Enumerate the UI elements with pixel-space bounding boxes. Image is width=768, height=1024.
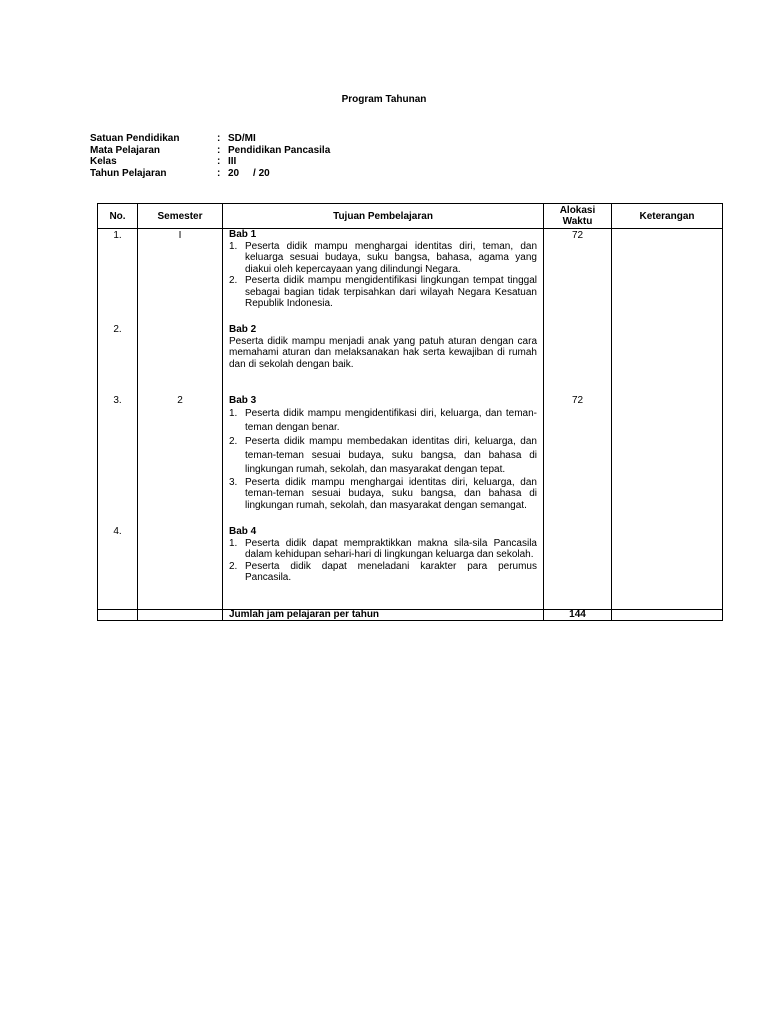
header-tujuan: Tujuan Pembelajaran	[223, 204, 544, 229]
header-no: No.	[98, 204, 138, 229]
bab-title: Bab 1	[229, 229, 257, 240]
bab-3	[229, 395, 537, 511]
table-header-row	[98, 204, 723, 229]
meta-value: Pendidikan Pancasila	[228, 144, 331, 156]
meta-label: Satuan Pendidikan	[90, 133, 180, 144]
meta-label: Mata Pelajaran	[90, 144, 161, 156]
meta-colon: :	[217, 156, 221, 167]
column-no	[98, 229, 138, 610]
column-tujuan	[223, 229, 544, 610]
list-item-text: Peserta didik dapat mempraktikkan makna sila-sila Pancasila dalam kehidupan sehari-hari di lingkungan keluarga dan sekolah.	[245, 537, 537, 560]
list-item-text: Peserta didik mampu menghargai identitas diri, teman, dan keluarga sesuai budaya, suku bangsa, bahasa, agama yang diakui oleh kepercayaan yang dilindungi Negara.	[245, 240, 537, 275]
column-keterangan	[612, 229, 723, 610]
meta-value: SD/MI	[228, 133, 256, 144]
bab-1	[229, 229, 537, 310]
list-item: 2. Peserta didik mampu mengidentifikasi lingkungan tempat tinggal sebagai bagian tidak terpisahkan dari wilayah Negara Kesatuan Republik Indonesia.	[229, 275, 537, 309]
list-item: 1. Peserta didik mampu mengidentifikasi diri, keluarga, dan teman-teman dengan benar.	[229, 407, 537, 433]
total-value: 144	[544, 610, 612, 621]
meta-value: III	[228, 156, 237, 167]
list-item-text: Peserta didik mampu membedakan identitas diri, keluarga, dan teman-teman sesuai budaya, suku bangsa, dan bahasa di lingkungan rumah, sekolah, dan masyarakat dengan tepat.	[245, 435, 537, 475]
meta-row-tahun	[90, 168, 330, 180]
meta-label: Kelas	[90, 156, 117, 167]
list-item-text: Peserta didik mampu mengidentifikasi diri, keluarga, dan teman-teman dengan benar.	[245, 407, 537, 433]
list-item-text: Peserta didik mampu menghargai identitas diri, keluarga, dan teman-teman sesuai budaya, suku bangsa, dan bahasa di lingkungan rumah, sekolah, dan masyarakat dengan semangat.	[245, 476, 537, 511]
total-no	[98, 610, 138, 621]
header-semester: Semester	[138, 204, 223, 229]
header-keterangan: Keterangan	[612, 204, 723, 229]
meta-colon: :	[217, 167, 221, 179]
row-semester: 2	[177, 395, 183, 406]
list-item: 2. Peserta didik dapat meneladani karakter para perumus Pancasila.	[229, 560, 537, 583]
bab-2	[229, 324, 537, 370]
bab-title: Bab 3	[229, 395, 257, 406]
meta-row-mapel	[90, 145, 330, 157]
bab-title: Bab 4	[229, 526, 257, 537]
list-item: 3. Peserta didik mampu menghargai identitas diri, keluarga, dan teman-teman sesuai budaya, suku bangsa, dan bahasa di lingkungan rumah, sekolah, dan masyarakat dengan semangat.	[229, 476, 537, 511]
table-body-row	[98, 229, 723, 610]
column-semester	[138, 229, 223, 610]
row-alokasi: 72	[571, 230, 584, 241]
program-table	[97, 203, 723, 621]
list-item: 2. Peserta didik mampu membedakan identitas diri, keluarga, dan teman-teman sesuai budaya, suku bangsa, dan bahasa di lingkungan rumah, sekolah, dan masyarakat dengan tepat.	[229, 435, 537, 475]
total-keterangan	[612, 610, 723, 621]
meta-colon: :	[217, 144, 221, 156]
list-item-text: Peserta didik dapat meneladani karakter para perumus Pancasila.	[245, 560, 537, 583]
bab-title: Bab 2	[229, 324, 257, 335]
column-alokasi	[544, 229, 612, 610]
list-item-text: Peserta didik mampu mengidentifikasi lingkungan tempat tinggal sebagai bagian tidak terpisahkan dari wilayah Negara Kesatuan Republik Indonesia.	[245, 275, 537, 309]
total-semester	[138, 610, 223, 621]
row-no: 2.	[113, 324, 122, 335]
meta-row-satuan	[90, 133, 330, 145]
row-alokasi: 72	[571, 395, 584, 406]
document-title: Program Tahunan	[341, 94, 427, 105]
meta-value: 20 / 20	[228, 167, 270, 179]
total-row	[98, 610, 723, 621]
row-no: 3.	[113, 395, 122, 406]
row-no: 1.	[113, 230, 122, 241]
row-semester: I	[178, 230, 182, 241]
document-meta	[90, 133, 330, 179]
meta-colon: :	[217, 133, 221, 144]
meta-label: Tahun Pelajaran	[90, 167, 167, 179]
header-alokasi: Alokasi Waktu	[544, 204, 612, 229]
bab-4	[229, 526, 537, 584]
list-item: 1. Peserta didik dapat mempraktikkan makna sila-sila Pancasila dalam kehidupan sehari-hari di lingkungan keluarga dan sekolah.	[229, 537, 537, 560]
row-no: 4.	[113, 526, 122, 537]
list-item: 1. Peserta didik mampu menghargai identitas diri, teman, dan keluarga sesuai budaya, suku bangsa, bahasa, agama yang diakui oleh kepercayaan yang dilindungi Negara.	[229, 240, 537, 275]
total-label: Jumlah jam pelajaran per tahun	[223, 610, 544, 621]
bab-text: Peserta didik mampu menjadi anak yang patuh aturan dengan cara memahami aturan dan melaksanakan hak serta kewajiban di rumah dan di sekolah dengan baik.	[229, 335, 537, 370]
meta-row-kelas	[90, 156, 330, 168]
